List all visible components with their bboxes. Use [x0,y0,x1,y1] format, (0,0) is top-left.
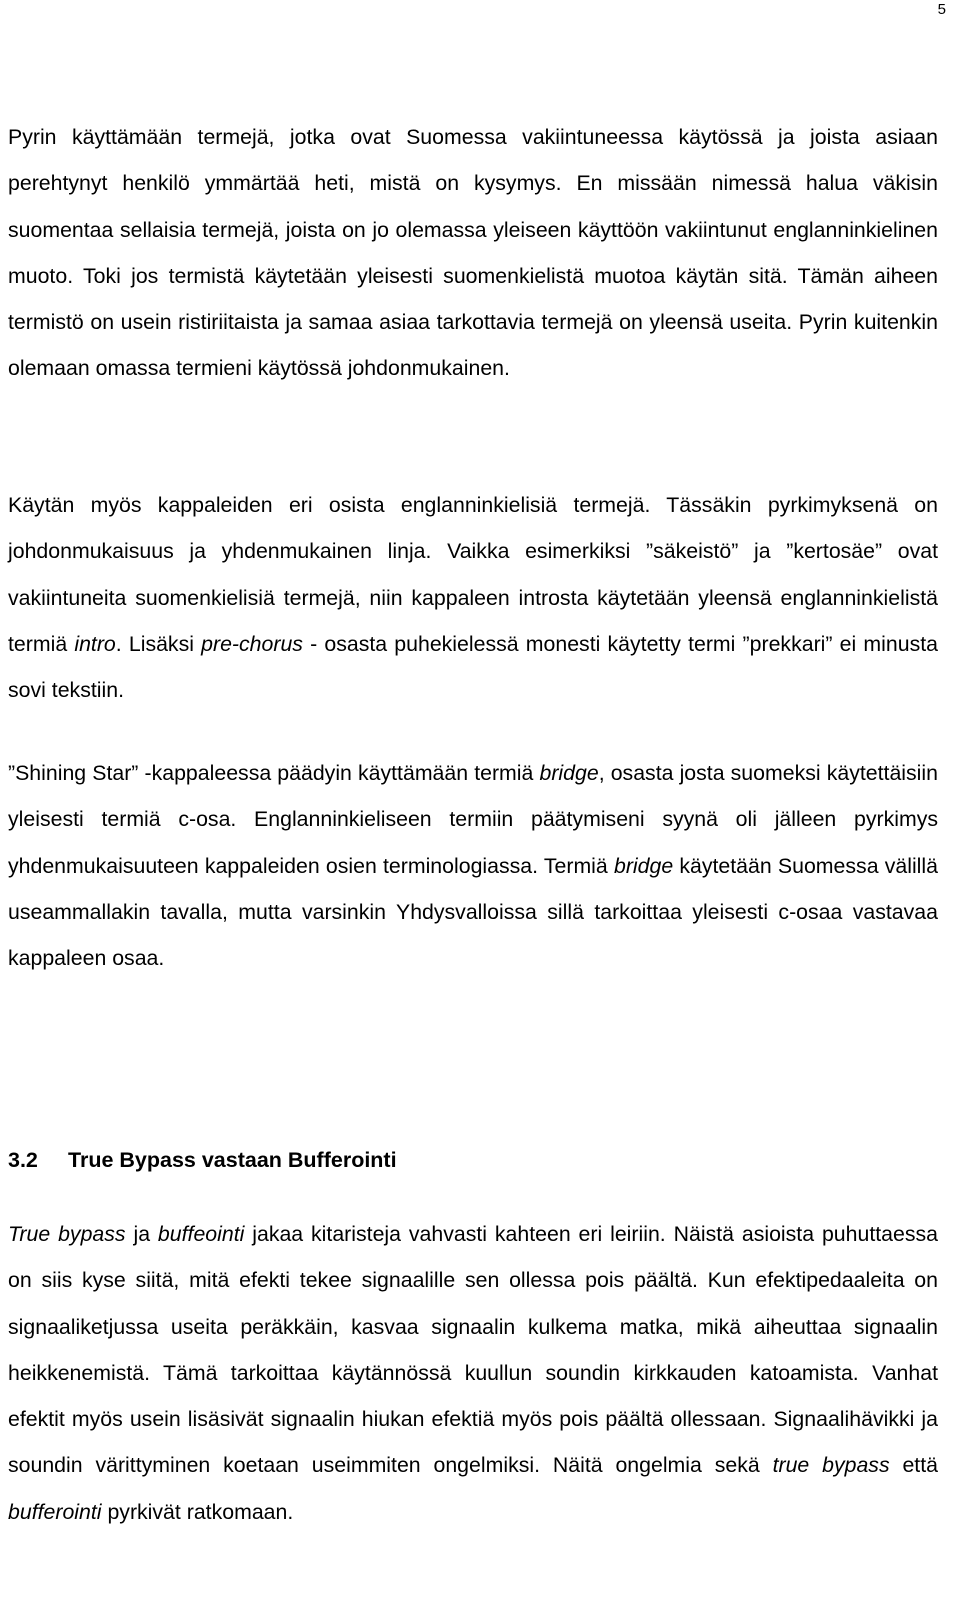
italic-term: intro [74,631,116,656]
paragraph-true-bypass [8,1211,938,1535]
italic-term: bridge [539,761,599,785]
text-run: . Lisäksi [115,631,202,656]
text-run: Käytän myös kappaleiden eri osista englanninkielisiä termejä. Tässäkin pyrkimyksenä on johdonmukaisuus ja yhdenmukainen linja. Vaikka esimerkiksi ”säkeistö” ja ”kertosäe” ovat vakiintuneita suomenkielisiä termejä, niin kappaleen introsta käytetään yleensä englanninkielistä termiä [8,493,938,656]
italic-term: True bypass [8,1222,126,1246]
italic-term: buffeointi [157,1222,245,1246]
paragraph-bridge [8,750,938,981]
section-heading [8,1140,397,1180]
italic-term: true bypass [772,1453,890,1478]
text-run: ”Shining Star” -kappaleessa päädyin käyttämään termiä [8,761,540,785]
text-run: , osasta josta suomeksi käytettäisiin yleisesti termiä c-osa. Englanninkieliseen termiin päätymiseni syynä oli jälleen pyrkimys yhdenmukaisuuteen kappaleiden osien terminologiassa. Termiä [8,761,938,878]
section-number: 3.2 [8,1148,38,1172]
italic-term: bridge [613,853,674,878]
text-run: jakaa kitaristeja vahvasti kahteen eri leiriin. Näistä asioista puhuttaessa on siis kyse siitä, mitä efekti tekee signaalille sen ollessa pois päältä. Kun efektipedaaleita on signaaliketjussa useita peräkkäin, kasvaa signaalin kulkema matka, mikä aiheuttaa signaalin heikkenemistä. Tämä tarkoittaa käytännössä kuullun soundin kirkkauden katoamista. Vanhat efektit myös usein lisäsivät signaalin hiukan efektiä myös pois päältä ollessaan. Signaalihävikki ja soundin värittyminen koetaan useimmiten ongelmiksi. Näitä ongelmia sekä [8,1222,938,1478]
text-run: - osasta puhekielessä monesti käytetty termi ”prekkari” ei minusta sovi tekstiin. [8,631,938,703]
italic-term: pre-chorus [201,631,303,656]
text-run: että [889,1453,938,1478]
paragraph-terminology: Pyrin käyttämään termejä, jotka ovat Suomessa vakiintuneessa käytössä ja joista asiaan perehtynyt henkilö ymmärtää heti, mistä on kysymys. En missään nimessä halua väkisin suomentaa sellaisia termejä, joista on jo olemassa yleiseen käyttöön vakiintunut englanninkielinen muoto. Toki jos termistä käytetään yleisesti suomenkielistä muotoa käytän sitä. Tämän aiheen termistö on usein ristiriitaista ja samaa asiaa tarkottavia termejä on yleensä useita. Pyrin kuitenkin olemaan omassa termieni käytössä johdonmukainen. [8,125,938,381]
page-number: 5 [937,1,946,18]
text-run: pyrkivät ratkomaan. [101,1499,294,1524]
paragraph-song-parts [8,482,938,713]
text-run: käytetään Suomessa välillä useammallakin tavalla, mutta varsinkin Yhdysvalloissa sillä tarkoittaa yleisesti c-osaa vastavaa kappaleen osaa. [8,853,938,971]
section-title: True Bypass vastaan Bufferointi [68,1148,397,1172]
text-run: ja [125,1222,158,1246]
italic-term: bufferointi [8,1499,102,1524]
